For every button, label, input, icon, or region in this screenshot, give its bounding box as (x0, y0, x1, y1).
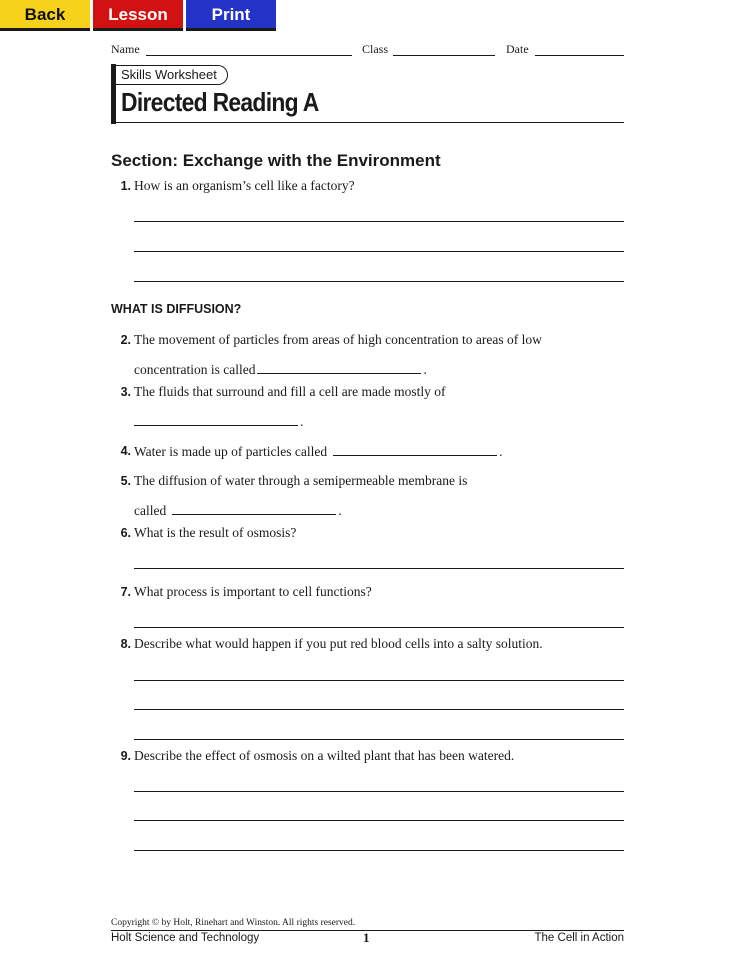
question-number: 9. (120, 749, 131, 763)
fill-in-blank[interactable] (333, 442, 497, 456)
question-text: The diffusion of water through a semipermeable membrane is (134, 473, 468, 488)
question-number: 2. (120, 333, 131, 347)
question-number: 8. (120, 637, 131, 651)
class-label: Class (362, 42, 389, 56)
question-text: Describe the effect of osmosis on a wilted plant that has been watered. (134, 748, 515, 763)
answer-line[interactable] (134, 739, 624, 740)
publisher-name: Holt Science and Technology (111, 932, 260, 944)
date-label: Date (506, 42, 529, 56)
fill-in-blank[interactable] (257, 360, 421, 374)
question-text: called (134, 503, 167, 518)
answer-line[interactable] (134, 568, 624, 569)
question-number: 6. (120, 526, 131, 540)
answer-line[interactable] (134, 680, 624, 681)
question-text: The fluids that surround and fill a cell are made mostly of (134, 384, 446, 399)
answer-line[interactable] (134, 251, 624, 252)
page-number: 1 (363, 930, 370, 945)
answer-line[interactable] (134, 791, 624, 792)
answer-line[interactable] (134, 281, 624, 282)
print-button[interactable]: Print (186, 0, 276, 31)
name-blank (146, 55, 352, 56)
section-title: Section: Exchange with the Environment (111, 151, 441, 170)
question-number: 5. (120, 474, 131, 488)
name-label: Name (111, 42, 140, 56)
answer-line[interactable] (134, 709, 624, 710)
date-blank (535, 55, 624, 56)
answer-line[interactable] (134, 221, 624, 222)
question-number: 3. (120, 385, 131, 399)
question-text: The movement of particles from areas of high concentration to areas of low (134, 332, 542, 347)
question-text: Water is made up of particles called (134, 444, 328, 459)
nav-bar (0, 0, 279, 31)
subhead: WHAT IS DIFFUSION? (111, 302, 242, 316)
question-number: 7. (120, 585, 131, 599)
question-number: 1. (120, 179, 131, 193)
book-title: The Cell in Action (534, 932, 624, 944)
question-text: How is an organism’s cell like a factory? (134, 178, 355, 193)
answer-line[interactable] (134, 820, 624, 821)
answer-line[interactable] (134, 850, 624, 851)
fill-in-blank[interactable] (134, 412, 298, 426)
question-text: Describe what would happen if you put red blood cells into a salty solution. (134, 636, 543, 651)
back-button[interactable]: Back (0, 0, 90, 31)
fill-in-blank[interactable] (172, 501, 336, 515)
copyright-notice: Copyright © by Holt, Rinehart and Winston. All rights reserved. (111, 918, 356, 928)
header-rule (111, 122, 624, 123)
question-text: What is the result of osmosis? (134, 525, 297, 540)
question-number: 4. (120, 444, 131, 458)
class-blank (393, 55, 495, 56)
worksheet-type-tag: Skills Worksheet (116, 65, 228, 85)
question-text: concentration is called (134, 362, 256, 377)
page-title: Directed Reading A (121, 87, 319, 117)
lesson-button[interactable]: Lesson (93, 0, 183, 31)
answer-line[interactable] (134, 627, 624, 628)
question-text: What process is important to cell functions? (134, 584, 372, 599)
